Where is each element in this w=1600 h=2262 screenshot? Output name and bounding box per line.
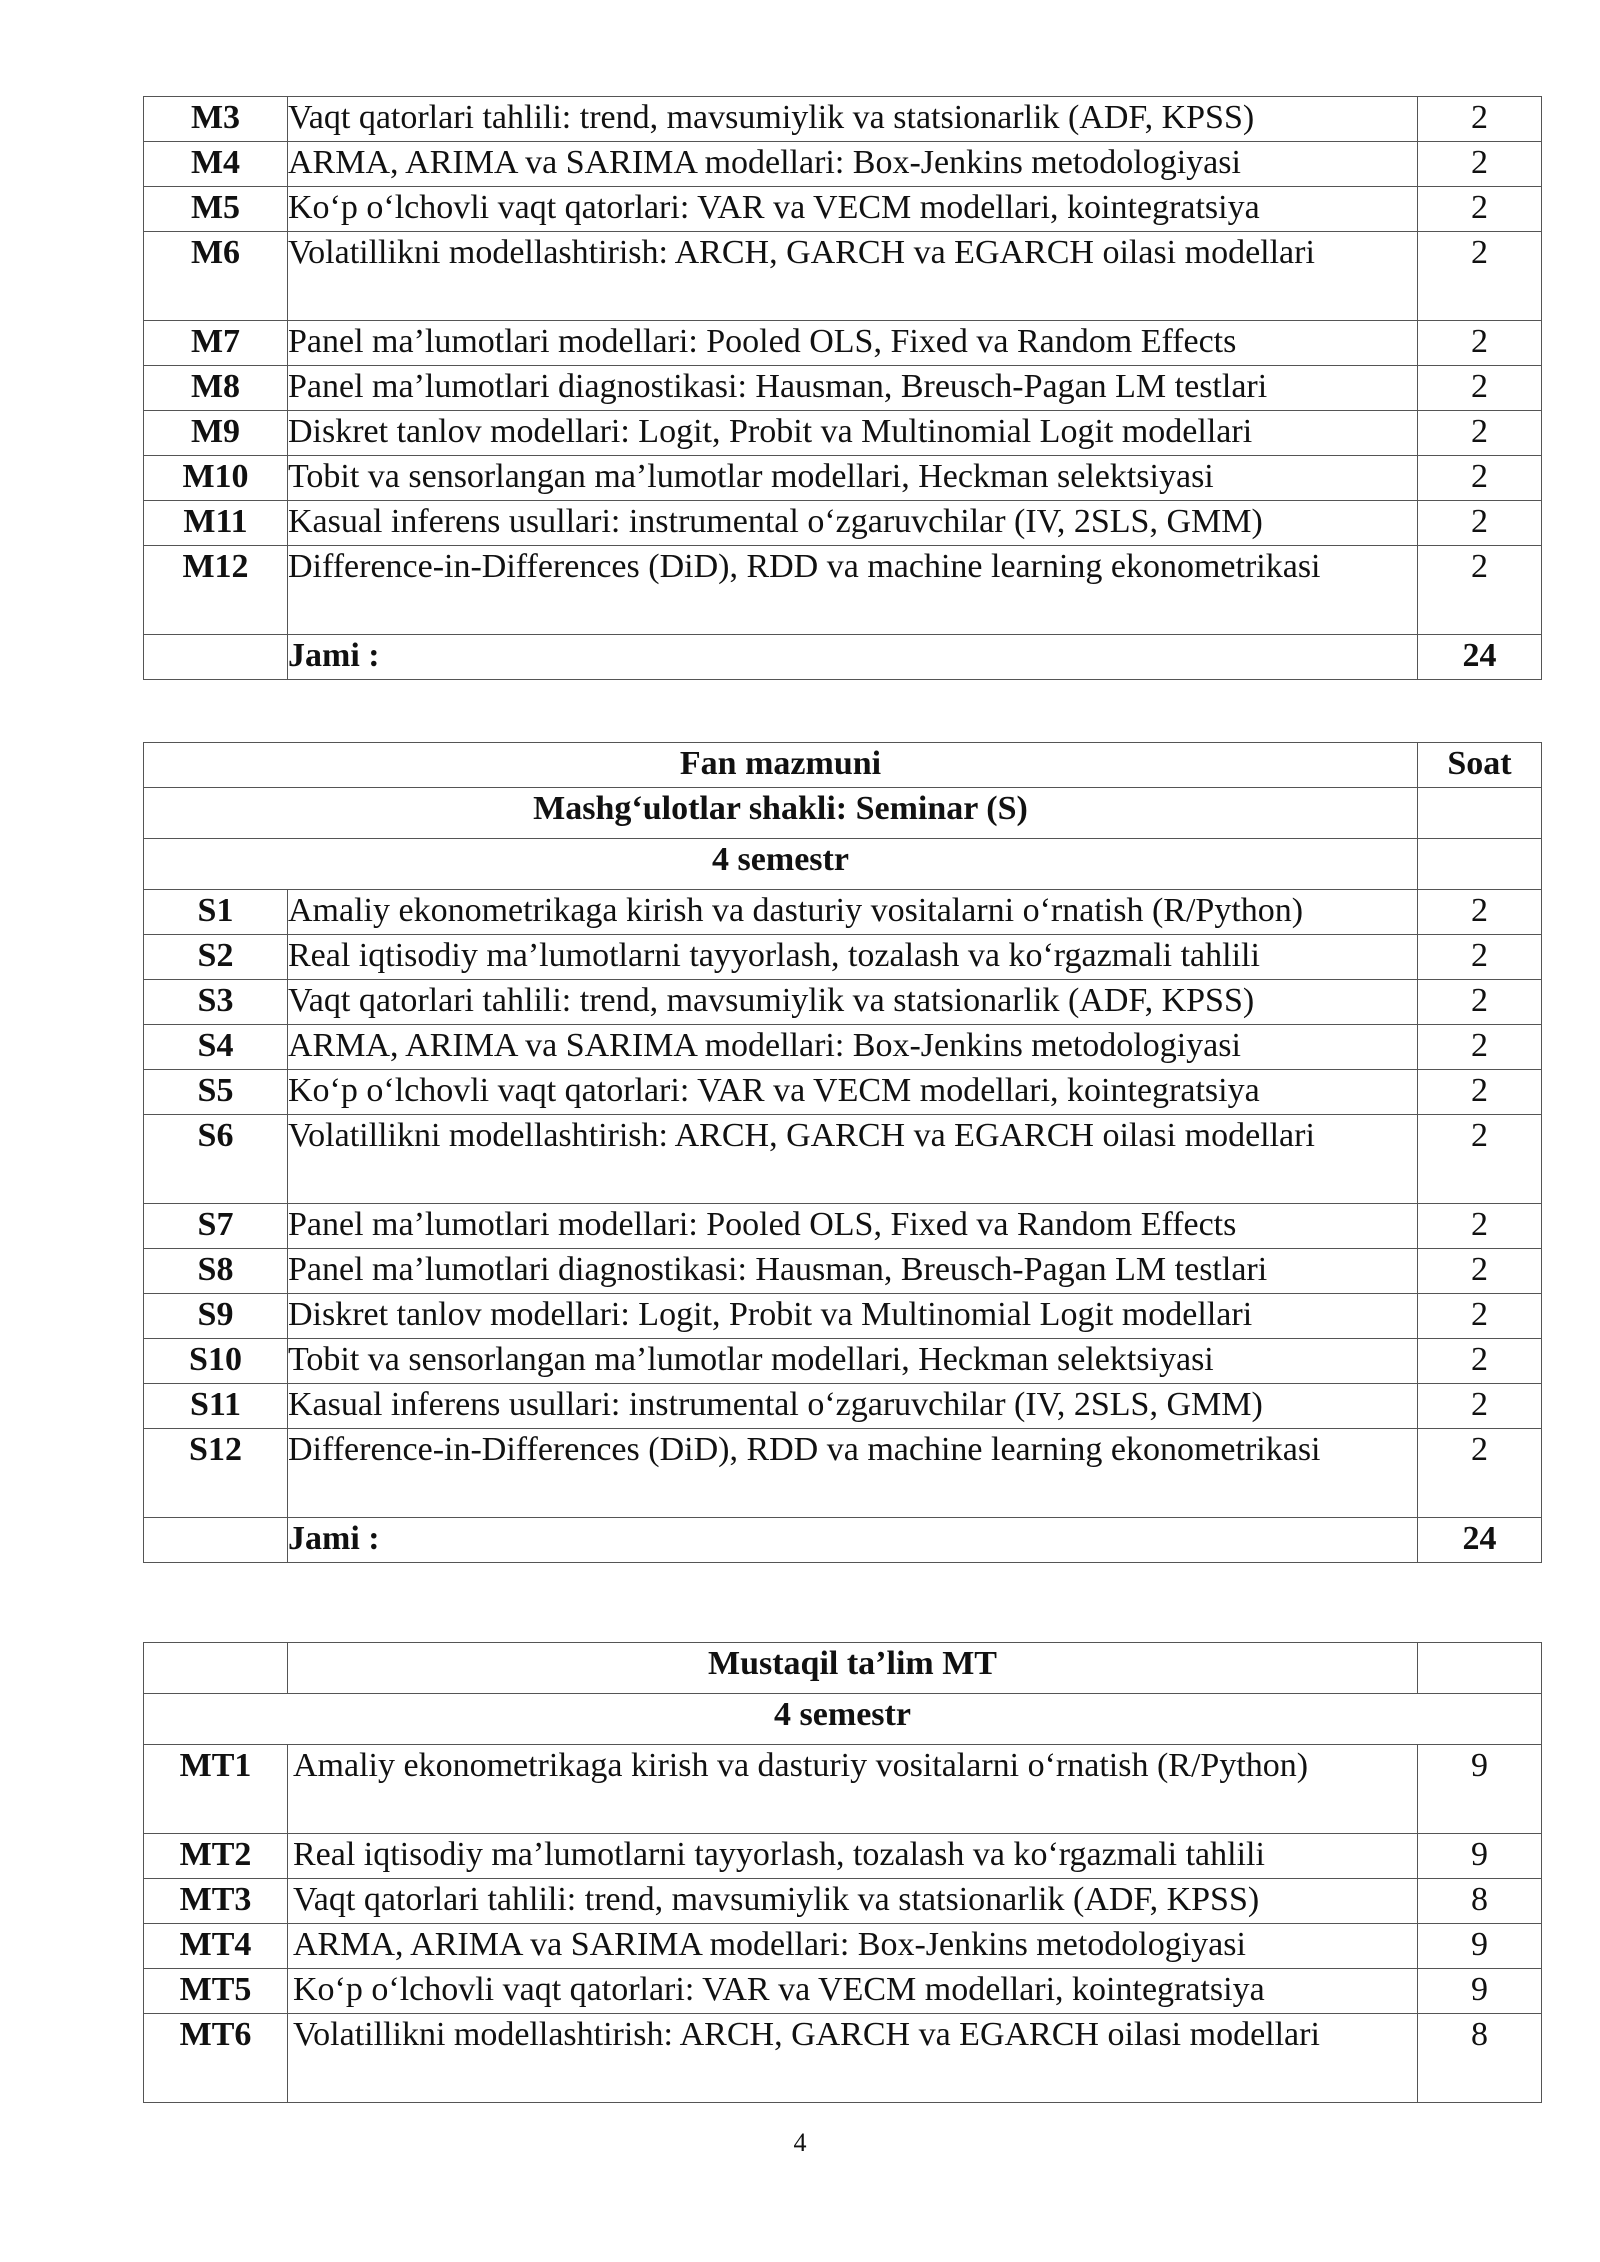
- row-code: M6: [144, 232, 288, 321]
- table-row: [144, 980, 1542, 1025]
- empty-cell: [1418, 1643, 1542, 1694]
- row-hours: 9: [1418, 1745, 1542, 1834]
- row-code: MT4: [144, 1924, 288, 1969]
- row-hours: 2: [1418, 980, 1542, 1025]
- seminar-table: [143, 742, 1542, 1563]
- row-code: M10: [144, 456, 288, 501]
- lecture-table: [143, 96, 1542, 680]
- row-hours: 9: [1418, 1924, 1542, 1969]
- row-code: MT2: [144, 1834, 288, 1879]
- table-row: [144, 142, 1542, 187]
- semester-row: [144, 1694, 1542, 1745]
- row-code: M4: [144, 142, 288, 187]
- table-row: [144, 1969, 1542, 2014]
- form-title: Mashgʻulotlar shakli: Seminar (S): [144, 788, 1418, 839]
- row-code: MT3: [144, 1879, 288, 1924]
- row-topic: Volatillikni modellashtirish: ARCH, GARCH va EGARCH oilasi modellari: [288, 2014, 1418, 2103]
- header-row: [144, 743, 1542, 788]
- title-row: [144, 1643, 1542, 1694]
- row-code: S11: [144, 1384, 288, 1429]
- row-hours: 2: [1418, 1070, 1542, 1115]
- row-code: MT1: [144, 1745, 288, 1834]
- row-topic: Amaliy ekonometrikaga kirish va dasturiy vositalarni oʻrnatish (R/Python): [288, 1745, 1418, 1834]
- row-hours: 9: [1418, 1969, 1542, 2014]
- row-topic: Vaqt qatorlari tahlili: trend, mavsumiylik va statsionarlik (ADF, KPSS): [288, 97, 1418, 142]
- row-hours: 2: [1418, 501, 1542, 546]
- row-topic: Vaqt qatorlari tahlili: trend, mavsumiylik va statsionarlik (ADF, KPSS): [288, 1879, 1418, 1924]
- table-row: [144, 890, 1542, 935]
- row-hours: 2: [1418, 1294, 1542, 1339]
- table-row: [144, 1025, 1542, 1070]
- row-code: M12: [144, 546, 288, 635]
- semester-title: 4 semestr: [144, 1694, 1542, 1745]
- self-study-title: Mustaqil ta’lim MT: [288, 1643, 1418, 1694]
- row-topic: Diskret tanlov modellari: Logit, Probit va Multinomial Logit modellari: [288, 411, 1418, 456]
- table-row: [144, 546, 1542, 635]
- row-topic: Real iqtisodiy ma’lumotlarni tayyorlash, tozalash va koʻrgazmali tahlili: [288, 1834, 1418, 1879]
- row-hours: 2: [1418, 546, 1542, 635]
- total-label: Jami :: [288, 635, 1418, 680]
- header-hours: Soat: [1418, 743, 1542, 788]
- table-row: [144, 1070, 1542, 1115]
- table-row: [144, 1924, 1542, 1969]
- row-hours: 2: [1418, 1339, 1542, 1384]
- table-row: [144, 1249, 1542, 1294]
- semester-title: 4 semestr: [144, 839, 1418, 890]
- table-row: [144, 1745, 1542, 1834]
- row-code: M7: [144, 321, 288, 366]
- empty-cell: [144, 635, 288, 680]
- row-hours: 8: [1418, 1879, 1542, 1924]
- row-topic: ARMA, ARIMA va SARIMA modellari: Box-Jenkins metodologiyasi: [288, 142, 1418, 187]
- total-hours: 24: [1418, 635, 1542, 680]
- row-code: M5: [144, 187, 288, 232]
- table-row: [144, 1429, 1542, 1518]
- row-hours: 2: [1418, 232, 1542, 321]
- table-row: [144, 232, 1542, 321]
- row-topic: Panel ma’lumotlari modellari: Pooled OLS, Fixed va Random Effects: [288, 321, 1418, 366]
- semester-row: [144, 839, 1542, 890]
- row-code: S6: [144, 1115, 288, 1204]
- total-hours: 24: [1418, 1518, 1542, 1563]
- row-hours: 2: [1418, 1384, 1542, 1429]
- row-hours: 2: [1418, 1249, 1542, 1294]
- row-hours: 2: [1418, 366, 1542, 411]
- row-code: S10: [144, 1339, 288, 1384]
- row-topic: Panel ma’lumotlari modellari: Pooled OLS, Fixed va Random Effects: [288, 1204, 1418, 1249]
- empty-cell: [1418, 788, 1542, 839]
- empty-cell: [1418, 839, 1542, 890]
- row-topic: Volatillikni modellashtirish: ARCH, GARCH va EGARCH oilasi modellari: [288, 1115, 1418, 1204]
- row-hours: 2: [1418, 1204, 1542, 1249]
- row-topic: Kasual inferens usullari: instrumental oʻzgaruvchilar (IV, 2SLS, GMM): [288, 1384, 1418, 1429]
- table-row: [144, 935, 1542, 980]
- row-topic: Volatillikni modellashtirish: ARCH, GARCH va EGARCH oilasi modellari: [288, 232, 1418, 321]
- row-hours: 2: [1418, 411, 1542, 456]
- table-row: [144, 411, 1542, 456]
- row-hours: 2: [1418, 142, 1542, 187]
- row-code: S4: [144, 1025, 288, 1070]
- table-row: [144, 1115, 1542, 1204]
- self-study-table: [143, 1642, 1542, 2103]
- table-row: [144, 1834, 1542, 1879]
- table-row: [144, 1339, 1542, 1384]
- row-code: S5: [144, 1070, 288, 1115]
- row-code: S12: [144, 1429, 288, 1518]
- row-topic: ARMA, ARIMA va SARIMA modellari: Box-Jenkins metodologiyasi: [288, 1025, 1418, 1070]
- row-code: M11: [144, 501, 288, 546]
- row-topic: ARMA, ARIMA va SARIMA modellari: Box-Jenkins metodologiyasi: [288, 1924, 1418, 1969]
- row-code: S3: [144, 980, 288, 1025]
- row-topic: Tobit va sensorlangan ma’lumotlar modellari, Heckman selektsiyasi: [288, 1339, 1418, 1384]
- table-row: [144, 1204, 1542, 1249]
- table-row: [144, 1879, 1542, 1924]
- row-code: M9: [144, 411, 288, 456]
- row-hours: 2: [1418, 1025, 1542, 1070]
- table-row: [144, 187, 1542, 232]
- table-row: [144, 97, 1542, 142]
- row-topic: Tobit va sensorlangan ma’lumotlar modellari, Heckman selektsiyasi: [288, 456, 1418, 501]
- table-row: [144, 1384, 1542, 1429]
- row-topic: Koʻp oʻlchovli vaqt qatorlari: VAR va VECM modellari, kointegratsiya: [288, 1070, 1418, 1115]
- form-row: [144, 788, 1542, 839]
- row-code: S9: [144, 1294, 288, 1339]
- row-hours: 2: [1418, 97, 1542, 142]
- row-hours: 2: [1418, 321, 1542, 366]
- row-hours: 2: [1418, 187, 1542, 232]
- row-topic: Amaliy ekonometrikaga kirish va dasturiy vositalarni oʻrnatish (R/Python): [288, 890, 1418, 935]
- row-hours: 2: [1418, 935, 1542, 980]
- row-topic: Diskret tanlov modellari: Logit, Probit va Multinomial Logit modellari: [288, 1294, 1418, 1339]
- page-number: 4: [793, 2128, 807, 2157]
- row-hours: 2: [1418, 1115, 1542, 1204]
- table-row: [144, 501, 1542, 546]
- row-code: S8: [144, 1249, 288, 1294]
- row-code: S1: [144, 890, 288, 935]
- row-code: M8: [144, 366, 288, 411]
- row-topic: Koʻp oʻlchovli vaqt qatorlari: VAR va VECM modellari, kointegratsiya: [288, 187, 1418, 232]
- table-row: [144, 321, 1542, 366]
- row-hours: 2: [1418, 456, 1542, 501]
- header-content: Fan mazmuni: [144, 743, 1418, 788]
- row-hours: 2: [1418, 890, 1542, 935]
- total-row: [144, 635, 1542, 680]
- row-topic: Vaqt qatorlari tahlili: trend, mavsumiylik va statsionarlik (ADF, KPSS): [288, 980, 1418, 1025]
- row-hours: 9: [1418, 1834, 1542, 1879]
- row-topic: Real iqtisodiy ma’lumotlarni tayyorlash, tozalash va koʻrgazmali tahlili: [288, 935, 1418, 980]
- row-topic: Panel ma’lumotlari diagnostikasi: Hausman, Breusch-Pagan LM testlari: [288, 1249, 1418, 1294]
- table-row: [144, 1294, 1542, 1339]
- row-hours: 2: [1418, 1429, 1542, 1518]
- table-row: [144, 2014, 1542, 2103]
- row-code: MT5: [144, 1969, 288, 2014]
- total-label: Jami :: [288, 1518, 1418, 1563]
- row-code: S7: [144, 1204, 288, 1249]
- empty-cell: [144, 1643, 288, 1694]
- row-code: MT6: [144, 2014, 288, 2103]
- row-hours: 8: [1418, 2014, 1542, 2103]
- row-topic: Kasual inferens usullari: instrumental oʻzgaruvchilar (IV, 2SLS, GMM): [288, 501, 1418, 546]
- row-code: M3: [144, 97, 288, 142]
- row-topic: Difference-in-Differences (DiD), RDD va machine learning ekonometrikasi: [288, 1429, 1418, 1518]
- row-topic: Panel ma’lumotlari diagnostikasi: Hausman, Breusch-Pagan LM testlari: [288, 366, 1418, 411]
- row-topic: Koʻp oʻlchovli vaqt qatorlari: VAR va VECM modellari, kointegratsiya: [288, 1969, 1418, 2014]
- total-row: [144, 1518, 1542, 1563]
- empty-cell: [144, 1518, 288, 1563]
- row-code: S2: [144, 935, 288, 980]
- table-row: [144, 456, 1542, 501]
- table-row: [144, 366, 1542, 411]
- row-topic: Difference-in-Differences (DiD), RDD va machine learning ekonometrikasi: [288, 546, 1418, 635]
